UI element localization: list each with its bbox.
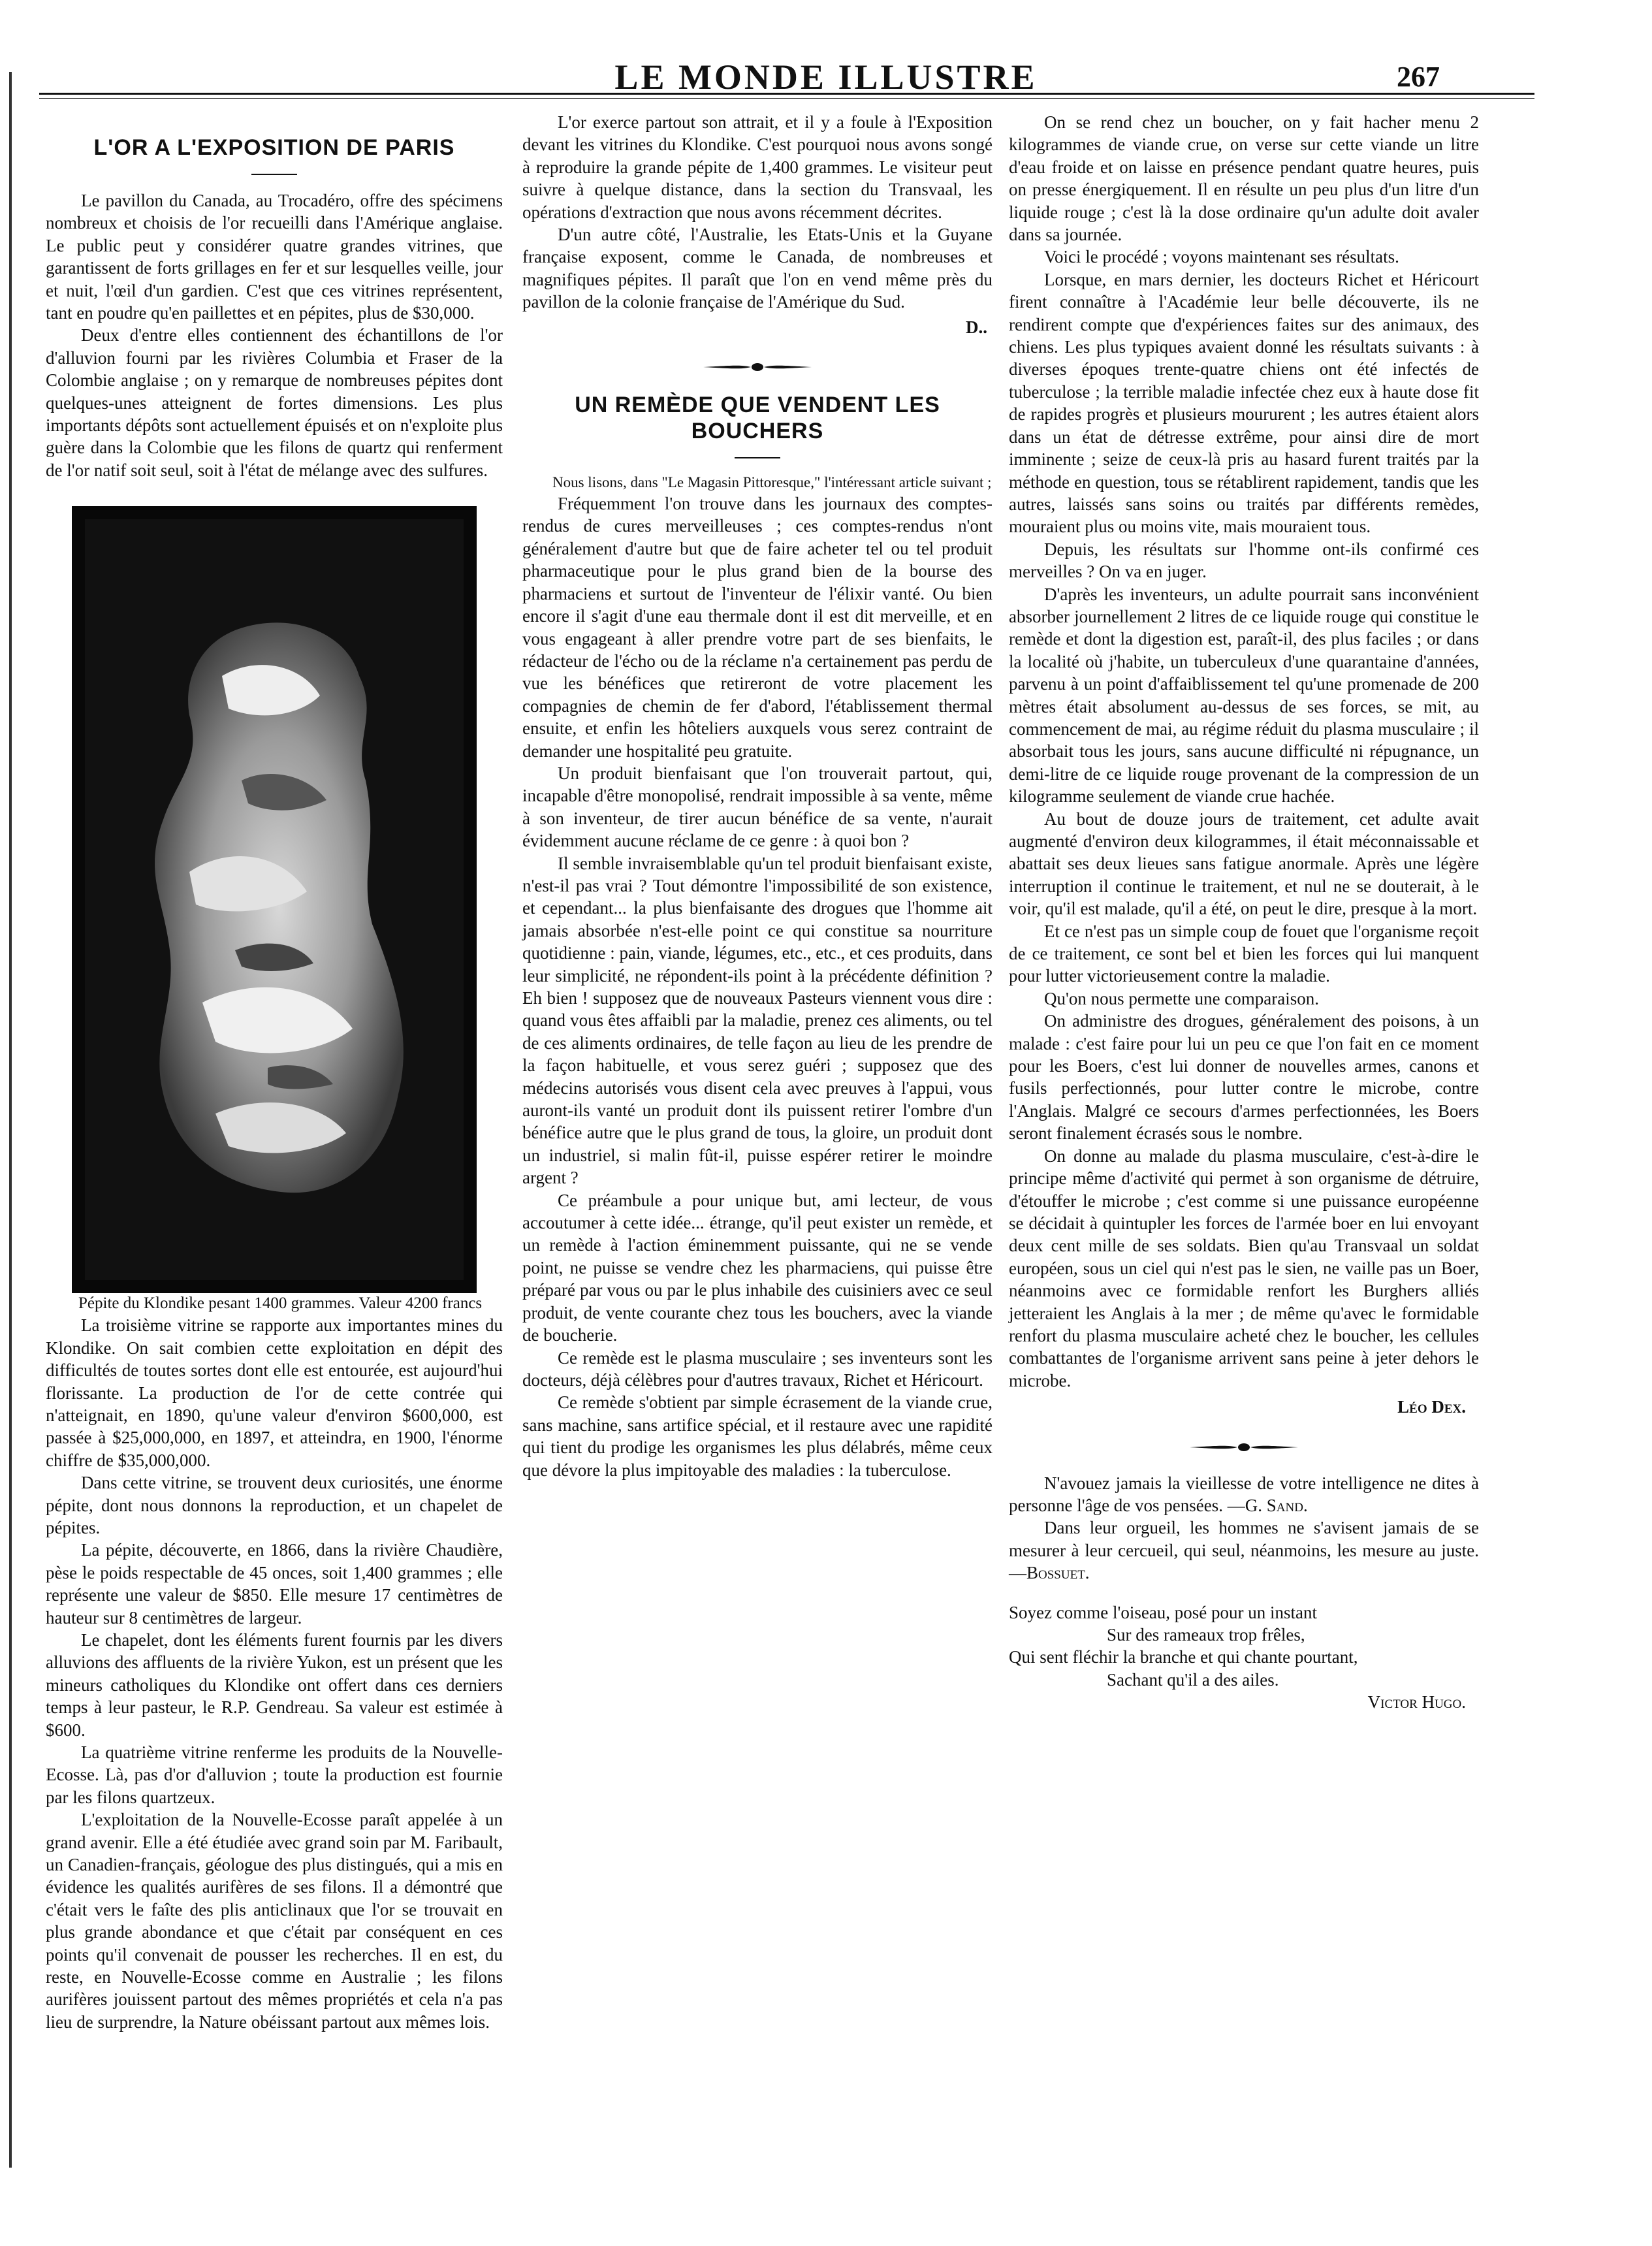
poem-line: Sur des rameaux trop frêles, — [1107, 1625, 1305, 1644]
poem-author: Victor Hugo. — [1367, 1692, 1466, 1712]
column-3 — [1009, 111, 1479, 1714]
article-paragraph: L'exploitation de la Nouvelle-Ecosse paraît appelée à un grand avenir. Elle a été étudiée avec grand soin par M. Faribault, un Canadien-français, géologue des plus distingués, qui a mis en évidence les qualités aurifères de ses filons. Il a démontré que c'était vers le faîte des plis anticlinaux que l'or se trouvait en plus grande abondance et que c'était par conséquent en ces points qu'il convenait de pousser les recherches. Il en est, du reste, en Nouvelle-Ecosse comme en Australie ; les filons aurifères jouissent partout des mêmes propriétés et cela n'a pas lieu de surprendre, la Nature obéissant partout aux mêmes lois. — [46, 1810, 503, 2032]
article-paragraph: Au bout de douze jours de traitement, cet adulte avait augmenté d'environ deux kilogrammes, il était méconnaissable et abattait ses deux lieues sans fatigue anormale. Après une légère interruption il continue le traitement, et nul ne se douterait, à le voir, qu'il est malade, qu'il a été, on peut le dire, presque à la mort. — [1009, 809, 1479, 919]
ornament-divider — [702, 362, 813, 372]
article-paragraph: Et ce n'est pas un simple coup de fouet que l'organisme reçoit de ce traitement, ce sont bel et bien les forces qui lui manquent pour lutter victorieusement contre la maladie. — [1009, 921, 1479, 986]
article-paragraph: On se rend chez un boucher, on y fait hacher menu 2 kilogrammes de viande crue, on verse sur cette viande un litre d'eau froide et on laisse en présence pendant quatre heures, puis on presse énergiquement. Il en résulte un peu plus d'un litre d'un liquide rouge ; c'est là la dose ordinaire qu'un adulte doit avaler dans sa journée. — [1009, 112, 1479, 245]
article-title-gold: L'OR A L'EXPOSITION DE PARIS — [93, 135, 455, 160]
newspaper-title: LE MONDE ILLUSTRE — [614, 57, 1038, 97]
article-paragraph: D'un autre côté, l'Australie, les Etats-Unis et la Guyane française exposent, comme le Canada, de nombreuses et magnifiques pépites. Il paraît que l'on en vend même près du pavillon de la colonie française de l'Amérique du Sud. — [522, 225, 993, 312]
title-rule — [251, 174, 297, 175]
column-1 — [46, 111, 503, 2033]
article-paragraph: Un produit bienfaisant que l'on trouverait partout, qui, incapable d'être monopolisé, rendrait impossible à sa vente, même à son inventeur, de tirer aucun bénéfice de sa vente, n'aurait évidemment aucune réclame de ce genre : à quoi bon ? — [522, 763, 993, 851]
masthead-rule — [39, 93, 1534, 95]
article-paragraph: Depuis, les résultats sur l'homme ont-ils confirmé ces merveilles ? On va en juger. — [1009, 539, 1479, 582]
quote-author: Bossuet. — [1026, 1563, 1090, 1583]
article-paragraph: Ce remède est le plasma musculaire ; ses inventeurs sont les docteurs, déjà célèbres pour d'autres travaux, Richet et Héricourt. — [522, 1347, 993, 1390]
article-signature: Léo Dex. — [1397, 1397, 1466, 1417]
article-intro: Nous lisons, dans "Le Magasin Pittoresque," l'intéressant article suivant ; — [552, 474, 992, 491]
quote-bossuet — [1009, 1516, 1479, 1584]
nugget-image — [72, 506, 477, 1293]
poem-line: Qui sent fléchir la branche et qui chante pourtant, — [1009, 1647, 1358, 1667]
article-paragraph: Deux d'entre elles contiennent des échantillons de l'or d'alluvion fourni par les rivières Columbia et Fraser de la Colombie anglaise ; on y remarque de nombreuses pépites dont quelques-unes atteignent de fortes dimensions. Les plus importants dépôts sont actuellement épuisés et on n'exploite plus guère dans la Colombie que les filons de quartz qui renferment de l'or natif soit seul, soit à l'état de mélange avec des sulfures. — [46, 325, 503, 480]
masthead-rule-thin — [39, 98, 1534, 99]
article-signature: D.. — [966, 317, 987, 337]
poem — [1009, 1601, 1479, 1714]
article-paragraph: Ce remède s'obtient par simple écrasement de la viande crue, sans machine, sans artifice spécial, et il restaure avec une rapidité qui tient du prodige les organismes les plus délabrés, même ceux que dévore la plus impitoyable des maladies : la tuberculose. — [522, 1392, 993, 1480]
article-paragraph: La pépite, découverte, en 1866, dans la rivière Chaudière, pèse le poids respectable de 45 onces, soit 1,400 grammes ; elle représente une valeur de $850. Elle mesure 17 centimètres de hauteur sur 8 centimètres de largeur. — [46, 1540, 503, 1628]
article-paragraph: D'après les inventeurs, un adulte pourrait sans inconvénient absorber journellement 2 litres de ce liquide rouge qui constitue le remède et dont la digestion est, paraît-il, des plus faciles ; or dans la localité où j'habite, un tuberculeux d'une quarantaine d'années, parvenu à un point d'affaiblissement tel qu'une promenade de 200 mètres était absolument au-dessus de ses forces, se mit, au commencement de mai, au régime réduit du plasma musculaire ; il absorbait tous les jours, sans aucune difficulté ni répugnance, un demi-litre de ce liquide rouge provenant de la compression de un kilogramme seulement de viande crue hachée. — [1009, 584, 1479, 807]
article-title-remedy: UN REMÈDE QUE VENDENT LES BOUCHERS — [575, 393, 940, 444]
quote-text: Dans leur orgueil, les hommes ne s'avisent jamais de se mesurer à leur cercueil, qui seul, néanmoins, les mesure au juste. — — [1009, 1518, 1479, 1583]
article-paragraph: Fréquemment l'on trouve dans les journaux des comptes-rendus de cures merveilleuses ; ces comptes-rendus n'ont généralement d'autre but que de faire acheter tel ou tel produit pharmaceutique pour le plus grand bien de la bourse des pharmaciens et surtout de l'inventeur de l'élixir vanté. Ou bien encore il s'agit d'une eau thermale dont il est dit merveille, et en vous engageant à aller prendre votre part de ses bienfaits, le rédacteur de l'écho ou de la réclame n'a certainement pas perdu de vue les bénéfices que retireront de votre placement les compagnies de chemin de fer d'abord, l'établissement thermal ensuite, et enfin les hôteliers auxquels vous serez contraint de demander une hospitalité peu gratuite. — [522, 494, 993, 761]
article-paragraph: On donne au malade du plasma musculaire, c'est-à-dire le principe même d'activité qui permet à son organisme de détruire, d'étouffer le microbe ; c'est comme si une puissance européenne se décidait à quintupler les forces de l'armée boer en lui envoyant deux cent mille de ses soldats. Bien qu'au Transvaal un soldat européen, sous un ciel qui n'est pas le sien, ne vaille pas un Boer, néanmoins avec ce formidable renfort les Burghers alliés jetteraient les Anglais à la mer ; de même qu'avec le formidable renfort du plasma musculaire acheté chez le boucher, les cellules combattantes de l'organisme arrivent sans peine à jeter dehors le microbe. — [1009, 1146, 1479, 1390]
poem-line: Sachant qu'il a des ailes. — [1107, 1669, 1279, 1690]
article-paragraph: Voici le procédé ; voyons maintenant ses résultats. — [1044, 247, 1399, 267]
quote-text: N'avouez jamais la vieillesse de votre intelligence ne dites à personne l'âge de vos pensées. — — [1009, 1473, 1479, 1515]
article-paragraph: Il semble invraisemblable qu'un tel produit bienfaisant existe, n'est-il pas vrai ? Tout démontre l'impossibilité de son existence, et cependant... la plus bienfaisante des drogues que l'homme ait jamais absorbée n'est-elle point ce qui constitue sa nourriture quotidienne : pain, viande, légumes, etc., etc., et ces produits, dans leur simplicité, ne répondent-ils point à la précédente définition ? Eh bien ! supposez que de nouveaux Pasteurs viennent vous dire : quand vous êtes affaibli par la maladie, prenez ces aliments, ou tel de ces aliments ordinaires, de telle façon au lieu de les prendre de la façon habituelle, et vous serez guéri ; supposez que des médecins autorisés vous disent cela avec preuves à l'appui, vous auront-ils vanté un produit dont ils puissent retirer l'ombre d'un bénéfice autre que le plus grand de tous, la gloire, un produit dont un industriel, si malin fût-il, puisse espérer retirer le moindre argent ? — [522, 853, 993, 1188]
article-paragraph: La troisième vitrine se rapporte aux importantes mines du Klondike. On sait combien cette exploitation en dépit des difficultés de toutes sortes dont elle est entourée, est aujourd'hui florissante. La production de l'or de cette contrée qui n'atteignait, en 1890, qu'une valeur d'environ $600,000, est passée à $25,000,000, en 1897, et atteindra, en 1900, l'énorme chiffre de $35,000,000. — [46, 1315, 503, 1470]
quote-sand — [1009, 1472, 1479, 1517]
article-paragraph: La quatrième vitrine renferme les produits de la Nouvelle-Ecosse. Là, pas d'or d'alluvion ; toute la production est fournie par les filons quartzeux. — [46, 1742, 503, 1807]
title-rule — [735, 457, 780, 458]
article-paragraph: L'or exerce partout son attrait, et il y a foule à l'Exposition devant les vitrines du Klondike. C'est pourquoi nous avons songé à reproduire la grande pépite de 1,400 grammes. Le visiteur peut suivre à quelque distance, dans la section du Transvaal, les opérations d'extraction que nous avons récemment décrites. — [522, 112, 993, 222]
page-number: 267 — [1397, 61, 1440, 93]
poem-line: Soyez comme l'oiseau, posé pour un instant — [1009, 1602, 1318, 1622]
article-paragraph: Le chapelet, dont les éléments furent fournis par les divers alluvions des affluents de la rivière Yukon, est un présent que les mineurs catholiques du Klondike ont offert dans ces derniers temps à leur pasteur, le R.P. Gendreau. Sa valeur est estimée à $600. — [46, 1629, 503, 1740]
masthead — [0, 0, 1652, 98]
nugget-photograph — [72, 506, 477, 1293]
column-2 — [522, 111, 993, 1481]
article-paragraph: On administre des drogues, généralement des poisons, à un malade : c'est faire pour lui un peu ce que l'on fait en ce moment pour les Boers, c'est lui donner de nouvelles armes, canons et fusils perfectionnés, pour lutter contre le microbe, contre l'Anglais. Malgré ce secours d'armes perfectionnées, les Boers seront finalement écrasés sous le nombre. — [1009, 1011, 1479, 1144]
article-paragraph: Ce préambule a pour unique but, ami lecteur, de vous accoutumer à cette idée... étrange, qu'il peut exister un remède, et un remède à l'action éminemment puissante, qui ne se vende point, ne puisse se vendre chez les pharmaciens, qui puisse être préparé par vous ou par le plus inhabile des cuisiniers avec ce seul produit, de vente courante chez tous les bouchers, avec la viande de boucherie. — [522, 1190, 993, 1345]
article-paragraph: Lorsque, en mars dernier, les docteurs Richet et Héricourt firent connaître à l'Académie leur belle découverte, ils ne rendirent compte que d'expériences faites sur des animaux, des chiens. Les plus typiques avaient donné les résultats suivants : à diverses époques trente-quatre chiens ont été infectés de tuberculose ; la terrible maladie infectée chez eux à haute dose fit de rapides progrès et plusieurs moururent ; les autres étaient alors dans un état de détresse extrême, pour ainsi dire de mort imminente ; seize de ceux-là pris au hasard furent traités par la méthode en question, tous se rétablirent rapidement, tandis que les autres, laissés sans soins ou traités par différents remèdes, mouraient plus ou moins vite, mais mouraient tous. — [1009, 269, 1479, 537]
ornament-divider — [1188, 1442, 1299, 1452]
article-paragraph: Le pavillon du Canada, au Trocadéro, offre des spécimens nombreux et choisis de l'or recueilli dans l'Amérique anglaise. Le public peut y considérer quatre grandes vitrines, que garantissent de forts grillages en fer et sur lesquelles veille, jour et nuit, l'œil d'un gardien. C'est que ces vitrines représentent, tant en poudre qu'en paillettes et en pépites, plus de $30,000. — [46, 191, 503, 323]
page-edge-shadow — [9, 72, 12, 2168]
quote-author: G. Sand. — [1245, 1495, 1308, 1515]
photo-caption: Pépite du Klondike pesant 1400 grammes. Valeur 4200 francs — [78, 1294, 483, 1313]
article-paragraph: Dans cette vitrine, se trouvent deux curiosités, une énorme pépite, dont nous donnons la reproduction, et un chapelet de pépites. — [46, 1473, 503, 1537]
article-paragraph: Qu'on nous permette une comparaison. — [1044, 988, 1320, 1008]
